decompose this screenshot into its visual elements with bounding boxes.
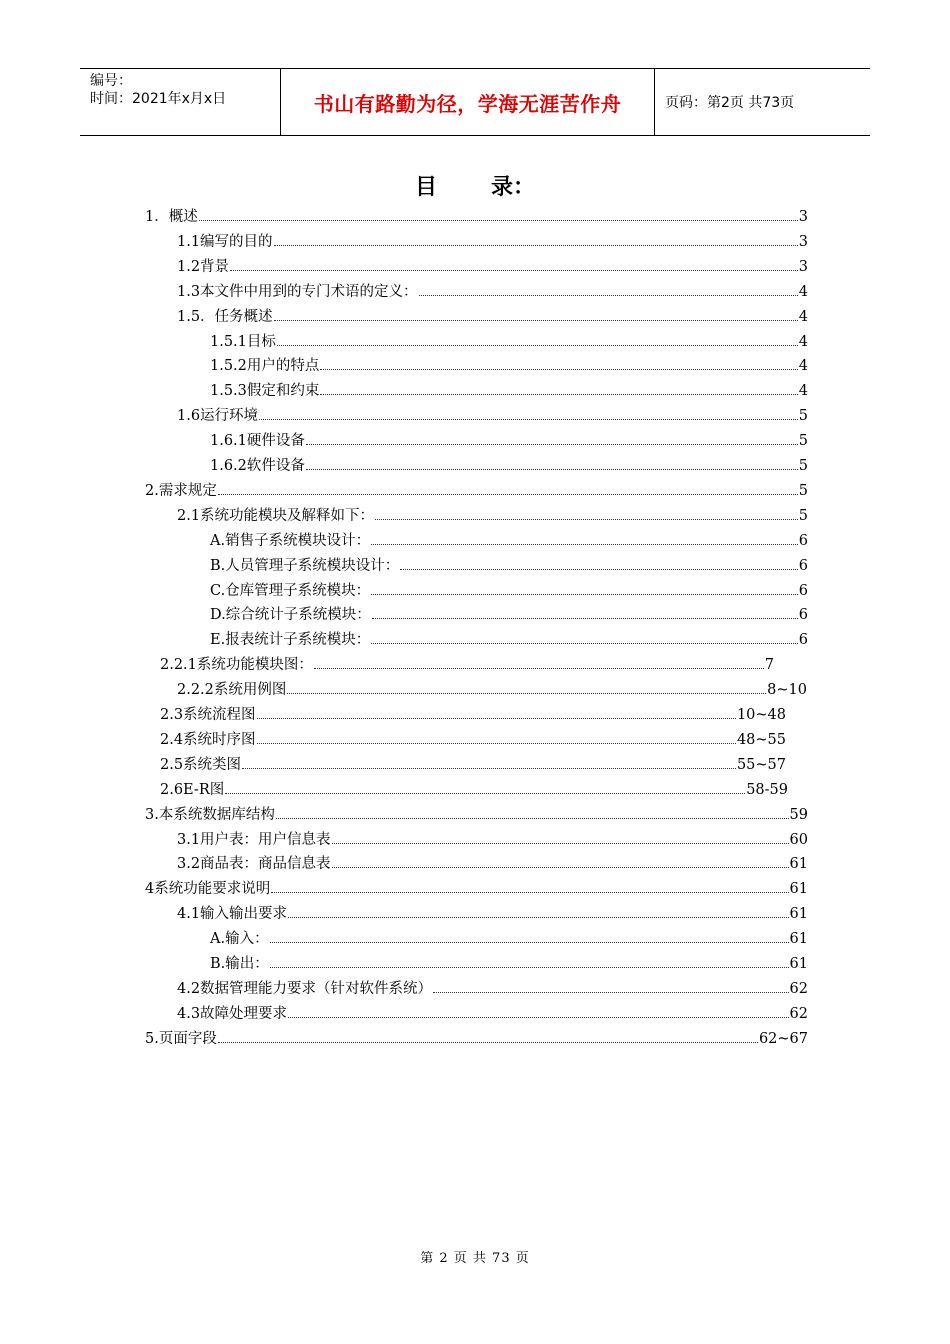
toc-dot-leader [218,482,798,495]
toc-entry-page: 4 [798,308,808,325]
toc-entry[interactable] [160,656,774,674]
page-title [0,170,950,201]
toc-entry-page: 5 [798,433,808,450]
toc-dot-leader [270,955,789,968]
toc-entry-label: 3.1用户表：用户信息表 [177,831,331,848]
toc-entry-page: 4 [798,283,808,300]
toc-dot-leader [270,930,789,943]
toc-dot-leader [242,756,736,769]
toc-entry-page: 62 [789,980,808,997]
page-title-part-1: 目 [414,175,437,200]
toc-entry-label: 1.6.1硬件设备 [210,433,305,450]
toc-entry[interactable] [177,905,808,923]
toc-entry-page: 5 [798,408,808,425]
toc-dot-leader [332,831,789,844]
toc-entry-label: 1.2背景 [177,258,230,275]
toc-entry[interactable] [177,258,808,276]
toc-dot-leader [320,357,797,370]
toc-entry-page: 61 [789,956,808,972]
toc-entry[interactable] [145,482,808,500]
toc-dot-leader [225,781,745,794]
toc-dot-leader [257,706,736,719]
toc-entry-label: 1.5．任务概述 [177,308,273,325]
toc-entry[interactable] [177,308,808,326]
toc-entry[interactable] [210,382,808,400]
toc-dot-leader [218,1030,758,1043]
toc-entry[interactable] [145,1030,808,1048]
toc-entry-page: 61 [789,856,808,873]
toc-entry[interactable] [177,681,807,699]
toc-dot-leader [371,532,798,545]
toc-entry[interactable] [145,880,808,898]
toc-dot-leader [274,308,798,321]
toc-entry[interactable] [177,855,808,873]
toc-entry[interactable] [177,407,808,425]
toc-dot-leader [276,806,789,819]
toc-entry-page: 48~55 [736,731,786,748]
toc-dot-leader [433,980,788,993]
toc-entry-label: 2.5系统类图 [160,756,242,773]
toc-dot-leader [287,681,766,694]
toc-dot-leader [419,283,798,296]
toc-dot-leader [277,333,798,346]
toc-entry-page: 6 [798,557,808,574]
toc-entry-page: 4 [798,358,808,375]
toc-entry-page: 61 [789,906,808,923]
toc-dot-leader [199,208,798,221]
toc-entry-page: 62 [789,1005,808,1022]
toc-entry[interactable] [210,955,808,973]
toc-entry[interactable] [145,806,808,824]
toc-dot-leader [371,582,798,595]
toc-entry[interactable] [210,606,808,624]
toc-dot-leader [306,457,798,470]
toc-entry[interactable] [210,532,808,550]
toc-entry-page: 61 [789,931,808,948]
toc-entry-label: 4系统功能要求说明 [145,881,271,898]
toc-dot-leader [400,557,798,570]
toc-entry-page: 5 [798,507,808,524]
toc-entry-label: A.销售子系统模块设计： [210,532,371,549]
toc-dot-leader [257,731,736,744]
toc-entry-label: E.报表统计子系统模块： [210,632,371,649]
toc-entry-page: 4 [798,333,808,350]
toc-entry-label: 1.5.1目标 [210,333,276,350]
header-meta [80,69,281,135]
toc-entry-label: 1．概述 [145,209,198,225]
toc-entry[interactable] [177,507,808,525]
toc-entry-label: 2.6E-R图 [160,781,225,798]
toc-entry-label: 2.3系统流程图 [160,707,256,723]
toc-dot-leader [288,1005,788,1018]
toc-entry[interactable] [160,731,786,749]
toc-entry[interactable] [177,283,808,301]
toc-entry-page: 3 [798,233,808,250]
toc-dot-leader [320,382,797,395]
toc-entry[interactable] [160,756,786,774]
toc-entry-page: 58-59 [746,781,788,798]
toc-dot-leader [371,631,798,644]
toc-entry[interactable] [177,831,808,849]
toc-dot-leader [332,855,789,868]
header-slogan: 书山有路勤为径，学海无涯苦作舟 [281,69,655,135]
toc-dot-leader [372,606,798,619]
toc-entry-label: 2.2.2系统用例图 [177,682,287,699]
toc-dot-leader [306,432,798,445]
toc-entry-page: 6 [798,607,808,624]
toc-entry-page: 8~10 [767,682,807,699]
toc-entry-label: 3.本系统数据库结构 [145,806,275,823]
toc-entry-page: 4 [798,383,808,400]
toc-entry-page: 60 [789,831,808,848]
toc-entry[interactable] [210,631,808,649]
toc-entry[interactable] [177,233,808,251]
toc-entry-label: 1.3本文件中用到的专门术语的定义： [177,283,418,300]
toc-entry-label: 1.5.3假定和约束 [210,383,320,400]
toc-entry-page: 3 [798,209,808,225]
toc-entry-label: 1.1编写的目的 [177,233,273,250]
header-table [80,68,870,136]
toc-entry[interactable] [210,432,808,450]
toc-entry-page: 5 [798,482,808,499]
page-footer: 第 2 页 共 73 页 [420,1251,530,1266]
toc-entry[interactable] [160,706,786,724]
toc-entry[interactable] [210,557,808,575]
toc-entry-label: A.输入： [210,931,269,948]
toc-entry-label: B.输出： [210,956,269,972]
toc-entry-label: 4.1输入输出要求 [177,906,288,923]
toc-entry-label: 2.1系统功能模块及解释如下： [177,507,375,524]
toc-entry-page: 7 [764,657,774,674]
toc-dot-leader [271,880,788,893]
toc-dot-leader [288,905,788,918]
toc-entry-label: 5.页面字段 [145,1030,217,1047]
toc-entry[interactable] [145,208,808,226]
toc-entry-page: 62~67 [758,1030,808,1047]
toc-entry-label: 3.2商品表：商品信息表 [177,856,331,873]
toc-entry-page: 5 [798,458,808,474]
toc-entry-page: 3 [798,258,808,275]
toc-entry-page: 61 [789,881,808,898]
toc-dot-leader [314,656,764,669]
toc-entry-label: 2.需求规定 [145,482,217,499]
toc-entry-page: 55~57 [736,756,786,773]
toc-entry[interactable] [210,582,808,600]
toc-entry-page: 6 [798,632,808,649]
document-time: 时间：2021年x月x日 [90,91,227,107]
toc-entry-page: 6 [798,582,808,599]
toc-entry-page: 6 [798,532,808,549]
toc-entry-label: 1.6.2软件设备 [210,458,305,474]
toc-entry-label: B.人员管理子系统模块设计： [210,557,400,574]
toc-dot-leader [274,233,798,246]
toc-entry-label: C.仓库管理子系统模块： [210,582,371,599]
toc-entry[interactable] [210,333,808,351]
toc-entry-label: 1.6运行环境 [177,408,259,425]
toc-entry[interactable] [210,357,808,375]
toc-entry-label: 2.4系统时序图 [160,731,256,748]
toc-entry-page: 59 [789,806,808,823]
toc-entry-label: 2.2.1系统功能模块图： [160,657,313,674]
toc-entry[interactable] [177,1005,808,1023]
toc-entry[interactable] [210,457,808,475]
toc-entry-label: D.综合统计子系统模块： [210,607,371,624]
toc-entry-label: 4.3故障处理要求 [177,1005,288,1022]
toc-entry-label: 4.2数据管理能力要求（针对软件系统） [177,980,433,997]
header-page-info: 页码：第2页 共73页 [665,95,795,111]
document-number-label: 编号： [90,73,132,89]
toc-entry-label: 1.5.2用户的特点 [210,358,320,375]
toc-dot-leader [230,258,798,271]
toc-dot-leader [259,407,798,420]
toc-entry[interactable] [177,980,808,998]
page-title-part-2: 录： [491,175,536,200]
toc-dot-leader [375,507,798,520]
toc-entry-page: 10~48 [736,707,786,723]
toc-entry[interactable] [160,781,788,799]
toc-entry[interactable] [210,930,808,948]
